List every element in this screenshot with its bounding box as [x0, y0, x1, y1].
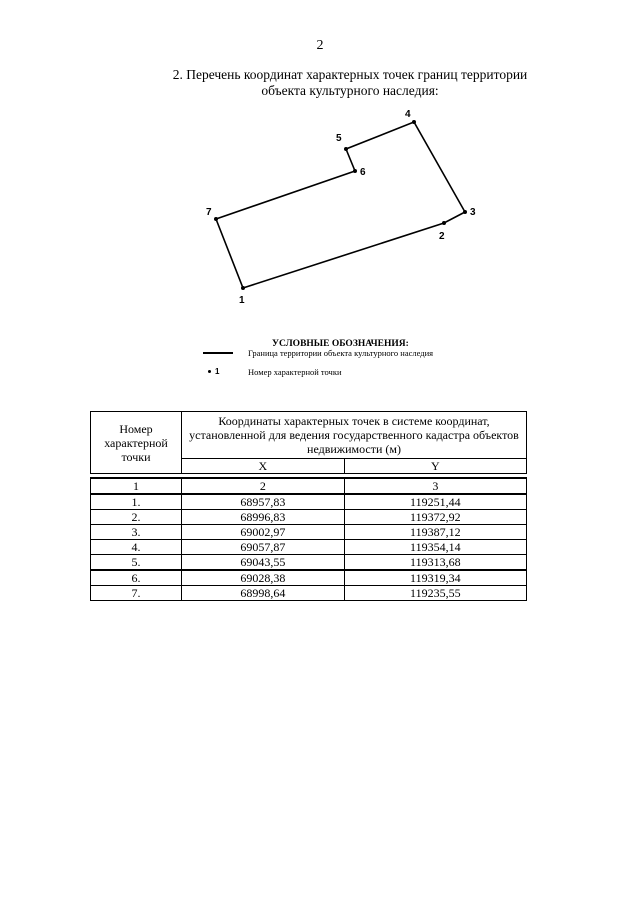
x-value: 69028,38 — [182, 570, 345, 586]
table-row — [91, 570, 527, 586]
point-marker-6 — [353, 169, 357, 173]
table-header-row — [91, 412, 527, 459]
row-number: 2. — [91, 510, 182, 525]
header-point-number: Номер характерной точки — [91, 412, 182, 474]
table-row — [91, 540, 527, 555]
point-marker-5 — [344, 147, 348, 151]
row-number: 1. — [91, 494, 182, 510]
legend-point-sample: 1 — [215, 367, 220, 376]
point-label-7: 7 — [206, 207, 212, 218]
table-row — [91, 555, 527, 571]
x-value: 69002,97 — [182, 525, 345, 540]
row-number: 4. — [91, 540, 182, 555]
point-label-1: 1 — [239, 295, 245, 306]
legend-point-label: Номер характерной точки — [248, 367, 342, 377]
point-label-6: 6 — [360, 167, 366, 178]
x-value: 69043,55 — [182, 555, 345, 571]
x-value: 68957,83 — [182, 494, 345, 510]
page-number: 2 — [316, 38, 324, 53]
y-value: 119354,14 — [344, 540, 526, 555]
y-value: 119319,34 — [344, 570, 526, 586]
heading-line-1: 2. Перечень координат характерных точек границ территории — [172, 67, 528, 82]
boundary-diagram — [190, 105, 490, 315]
legend-title: УСЛОВНЫЕ ОБОЗНАЧЕНИЯ: — [272, 339, 409, 349]
column-number: 1 — [91, 478, 182, 494]
column-number-row — [91, 478, 527, 494]
point-label-4: 4 — [405, 109, 411, 120]
header-coordinates: Координаты характерных точек в системе координат, установленной для ведения государственного кадастра объектов недвижимости (м) — [182, 412, 527, 459]
legend-boundary-label: Граница территории объекта культурного наследия — [248, 348, 434, 358]
row-number: 5. — [91, 555, 182, 571]
y-value: 119313,68 — [344, 555, 526, 571]
header-x: X — [182, 459, 345, 474]
table-row — [91, 586, 527, 601]
coordinates-table — [90, 411, 527, 601]
y-value: 119251,44 — [344, 494, 526, 510]
point-marker-3 — [463, 210, 467, 214]
row-number: 7. — [91, 586, 182, 601]
x-value: 68998,64 — [182, 586, 345, 601]
y-value: 119235,55 — [344, 586, 526, 601]
row-number: 6. — [91, 570, 182, 586]
y-value: 119387,12 — [344, 525, 526, 540]
boundary-points — [214, 120, 467, 290]
section-heading — [170, 67, 530, 99]
legend-boundary-line — [203, 352, 233, 354]
point-marker-2 — [442, 221, 446, 225]
column-number: 2 — [182, 478, 345, 494]
point-marker-4 — [412, 120, 416, 124]
territory-boundary — [216, 122, 465, 288]
point-label-3: 3 — [470, 207, 476, 218]
y-value: 119372,92 — [344, 510, 526, 525]
table-row — [91, 494, 527, 510]
header-y: Y — [344, 459, 526, 474]
table-row — [91, 525, 527, 540]
point-label-5: 5 — [336, 133, 342, 144]
column-number: 3 — [344, 478, 526, 494]
x-value: 68996,83 — [182, 510, 345, 525]
legend-point-dot — [208, 370, 211, 373]
table-row — [91, 510, 527, 525]
point-marker-1 — [241, 286, 245, 290]
point-marker-7 — [214, 217, 218, 221]
row-number: 3. — [91, 525, 182, 540]
point-label-2: 2 — [439, 231, 445, 242]
heading-line-2: объекта культурного наследия: — [261, 83, 439, 98]
x-value: 69057,87 — [182, 540, 345, 555]
